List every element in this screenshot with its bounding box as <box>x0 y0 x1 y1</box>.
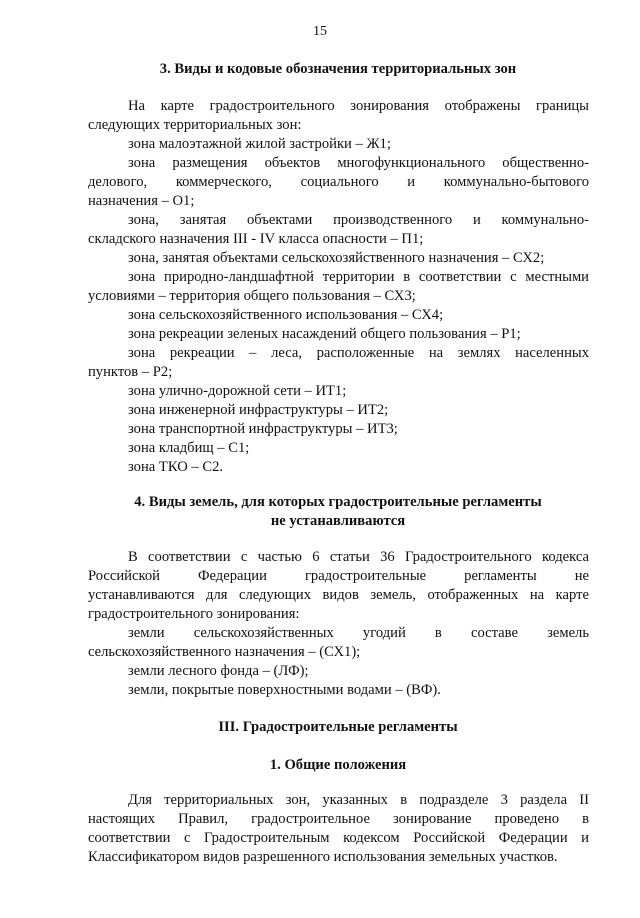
zone-item: зона транспортной инфраструктуры – ИТ3; <box>128 421 398 437</box>
paragraph-line: В соответствии с частью 6 статьи 36 Градостроительного кодекса <box>128 549 589 565</box>
paragraph-line: На карте градостроительного зонирования отображены границы <box>128 98 589 114</box>
section-4-heading-line-2: не устанавливаются <box>270 513 406 529</box>
page-number: 15 <box>313 24 327 39</box>
land-item: земли лесного фонда – (ЛФ); <box>128 663 309 679</box>
zone-item: зона кладбищ – С1; <box>128 440 250 456</box>
paragraph-line: настоящих Правил, градостроительное зонирование проведено в <box>88 811 589 827</box>
zone-item: зона улично-дорожной сети – ИТ1; <box>128 383 347 399</box>
land-item: земли сельскохозяйственных угодий в составе земель <box>128 625 589 641</box>
paragraph-line: Классификатором видов разрешенного использования земельных участков. <box>88 849 558 865</box>
zone-item: зона природно-ландшафтной территории в соответствии с местными <box>128 269 589 285</box>
zone-item: складского назначения III - IV класса опасности – П1; <box>88 231 424 247</box>
paragraph-line: устанавливаются для следующих видов земель, отображенных на карте <box>88 587 589 603</box>
section-4-heading-line-1: 4. Виды земель, для которых градостроительные регламенты <box>134 494 542 510</box>
zone-item: назначения – О1; <box>88 193 195 209</box>
zone-item: зона, занятая объектами производственного и коммунально- <box>128 212 589 228</box>
paragraph-line: Российской Федерации градостроительные регламенты не <box>88 568 589 584</box>
zone-item: делового, коммерческого, социального и коммунально-бытового <box>88 174 589 190</box>
general-provisions-heading: 1. Общие положения <box>269 757 407 773</box>
zone-item: зона инженерной инфраструктуры – ИТ2; <box>128 402 389 418</box>
zone-item: зона рекреации зеленых насаждений общего пользования – Р1; <box>128 326 521 342</box>
paragraph-line: следующих территориальных зон: <box>88 117 302 133</box>
zone-item: пунктов – Р2; <box>88 364 173 380</box>
paragraph-line: градостроительного зонирования: <box>88 606 300 622</box>
zone-item: зона сельскохозяйственного использования – СХ4; <box>128 307 444 323</box>
land-item: земли, покрытые поверхностными водами – (ВФ). <box>128 682 441 698</box>
paragraph-line: соответствии с Градостроительным кодексом Российской Федерации и <box>88 830 589 846</box>
zone-item: зона малоэтажной жилой застройки – Ж1; <box>128 136 391 152</box>
zone-item: зона ТКО – С2. <box>128 459 224 475</box>
part-3-heading: III. Градостроительные регламенты <box>218 719 458 735</box>
land-item: сельскохозяйственного назначения – (СХ1); <box>88 644 361 660</box>
zone-item: зона, занятая объектами сельскохозяйственного назначения – СХ2; <box>128 250 545 266</box>
zone-item: условиями – территория общего пользования – СХ3; <box>88 288 416 304</box>
zone-item: зона рекреации – леса, расположенные на землях населенных <box>128 345 589 361</box>
zone-item: зона размещения объектов многофункционального общественно- <box>128 155 589 171</box>
section-3-heading: 3. Виды и кодовые обозначения территориальных зон <box>159 61 517 77</box>
paragraph-line: Для территориальных зон, указанных в подразделе 3 раздела II <box>128 792 589 808</box>
